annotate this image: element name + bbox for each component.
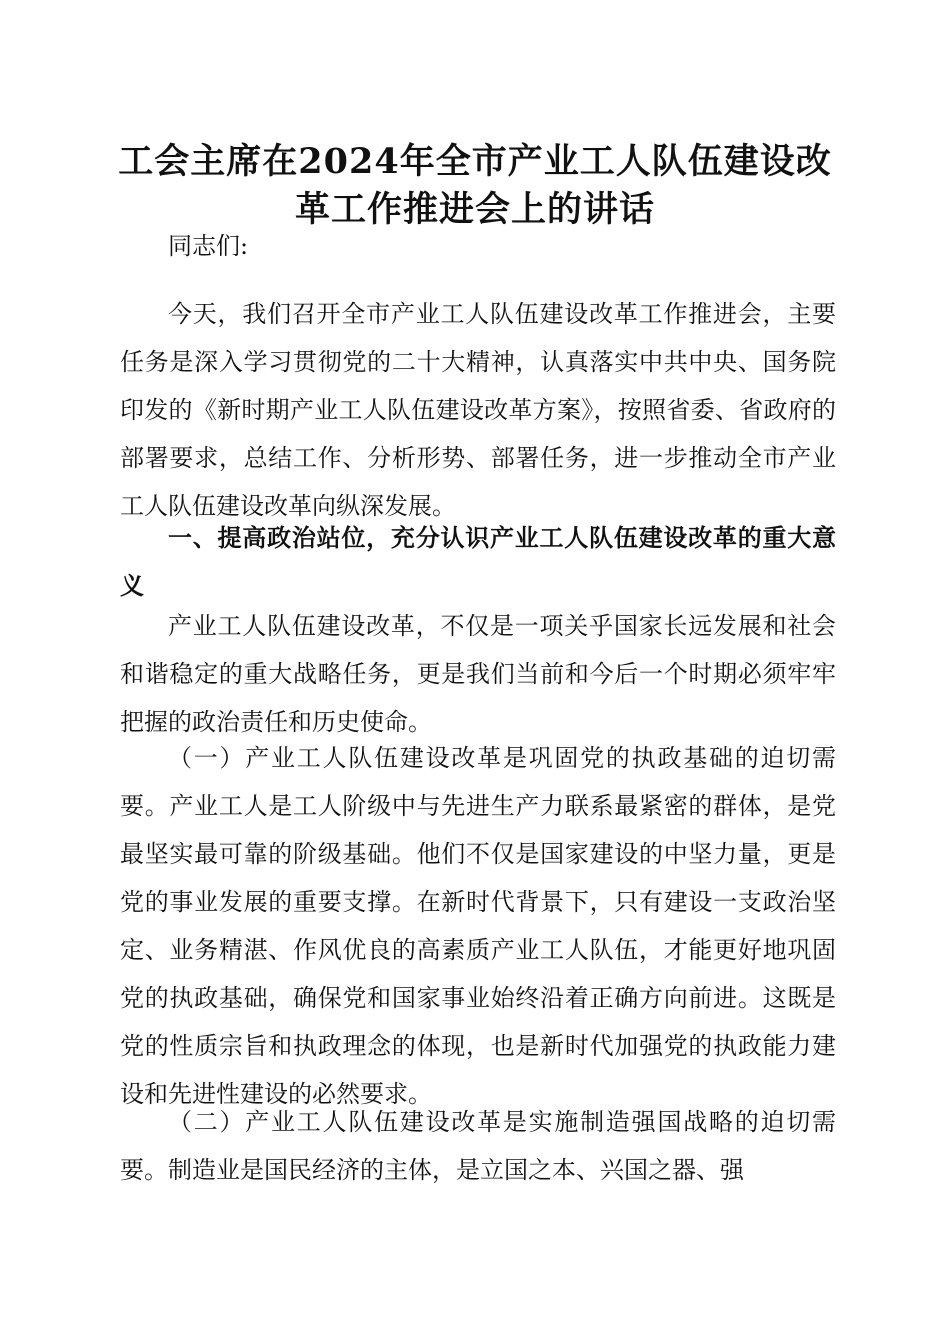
section-heading-1: 一、提高政治站位，充分认识产业工人队伍建设改革的重大意义	[120, 524, 836, 600]
document-title-line-2: 革工作推进会上的讲话	[294, 189, 655, 230]
paragraph-significance: 产业工人队伍建设改革，不仅是一项关乎国家长远发展和社会和谐稳定的重大战略任务，更是我们当前和今后一个时期必须牢牢把握的政治责任和历史使命。	[120, 612, 836, 736]
paragraph-point-2: （二）产业工人队伍建设改革是实施制造强国战略的迫切需要。制造业是国民经济的主体，是立国之本、兴国之器、强	[120, 1108, 836, 1184]
paragraph-point-1: （一）产业工人队伍建设改革是巩固党的执政基础的迫切需要。产业工人是工人阶级中与先进生产力联系最紧密的群体，是党最坚实最可靠的阶级基础。他们不仅是国家建设的中坚力量，更是党的事业发展的重要支撑。在新时代背景下，只有建设一支政治坚定、业务精湛、作风优良的高素质产业工人队伍，才能更好地巩固党的执政基础，确保党和国家事业始终沿着正确方向前进。这既是党的性质宗旨和执政理念的体现，也是新时代加强党的执政能力建设和先进性建设的必然要求。	[120, 744, 836, 1108]
salutation: 同志们:	[168, 232, 249, 260]
paragraph-intro: 今天，我们召开全市产业工人队伍建设改革工作推进会，主要任务是深入学习贯彻党的二十大精神，认真落实中共中央、国务院印发的《新时期产业工人队伍建设改革方案》，按照省委、省政府的部署要求，总结工作、分析形势、部署任务，进一步推动全市产业工人队伍建设改革向纵深发展。	[120, 300, 836, 520]
document-title-line-1: 工会主席在2024年全市产业工人队伍建设改	[118, 141, 832, 182]
